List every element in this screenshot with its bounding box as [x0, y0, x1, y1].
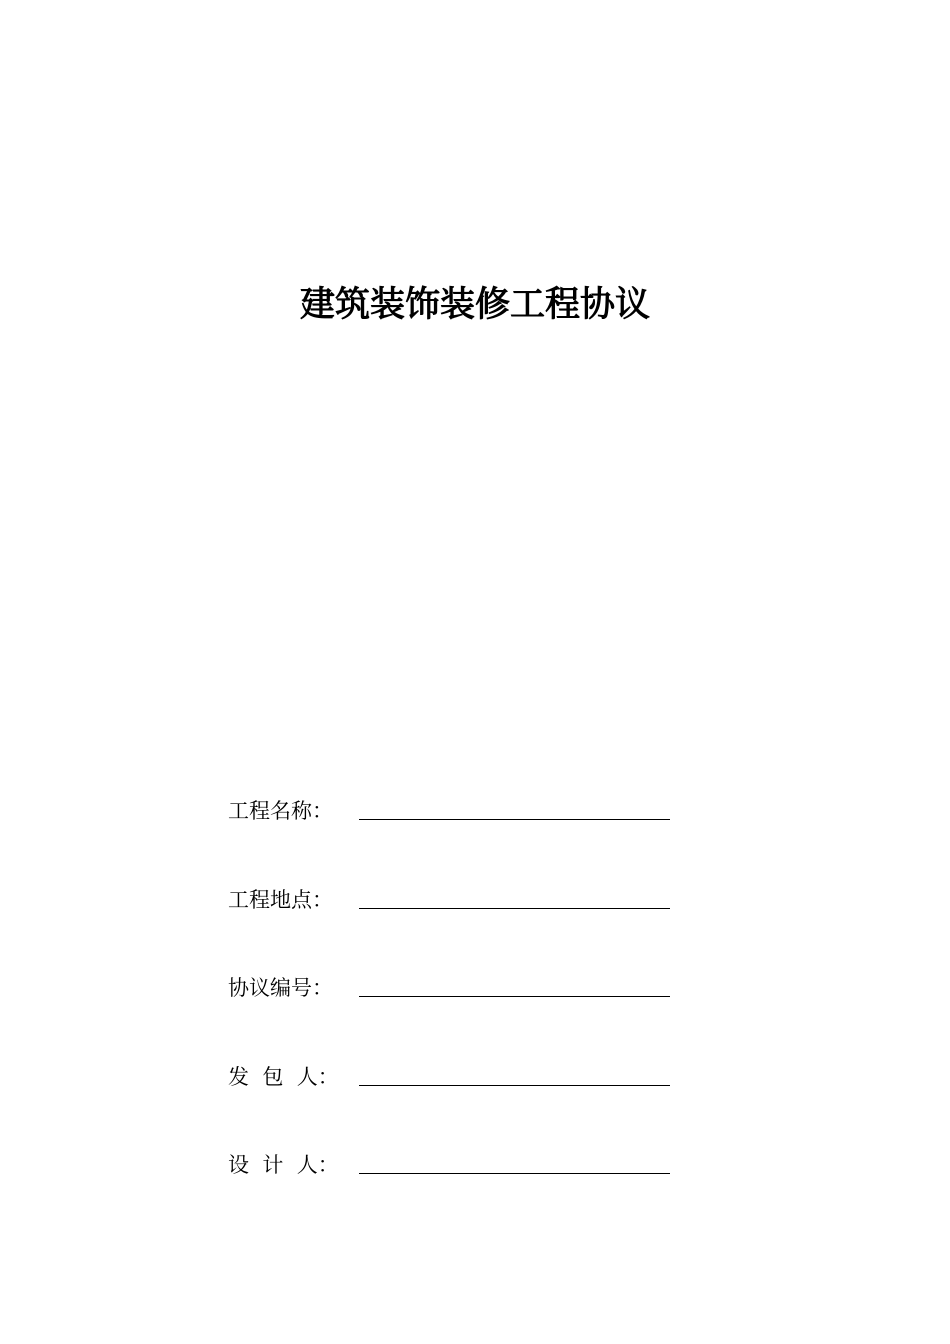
cover-fields — [228, 796, 688, 1239]
field-label: 工程名称： — [228, 799, 333, 823]
field-project-location — [228, 885, 688, 974]
field-label: 工程地点： — [228, 887, 333, 912]
field-client — [228, 1062, 688, 1151]
blank-line — [359, 1085, 670, 1086]
blank-line — [359, 996, 670, 997]
field-project-name — [228, 796, 688, 885]
field-agreement-number — [228, 973, 688, 1062]
blank-line — [359, 908, 670, 909]
field-designer — [228, 1150, 688, 1239]
field-label: 设 计 人： — [228, 1153, 339, 1177]
field-label: 发 包 人： — [228, 1064, 339, 1089]
field-label: 协议编号： — [228, 976, 333, 1000]
blank-line — [359, 819, 670, 820]
document-title: 建筑装饰装修工程协议 — [299, 284, 650, 325]
blank-line — [359, 1173, 670, 1174]
